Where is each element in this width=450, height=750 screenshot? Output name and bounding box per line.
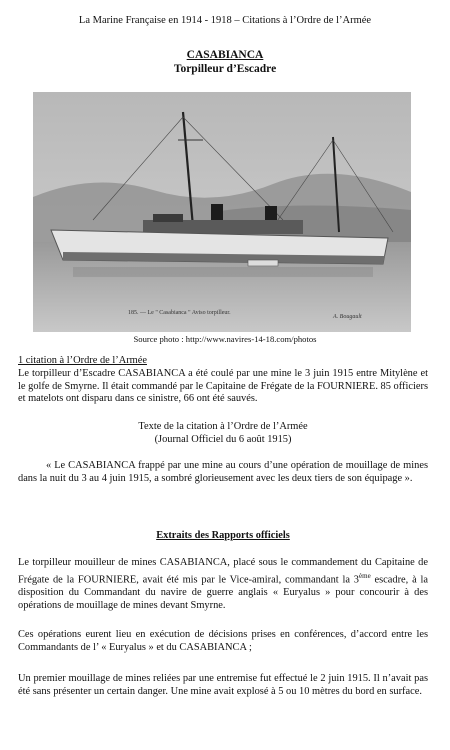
- ship-photo: [33, 92, 411, 332]
- ship-title-block: [0, 48, 450, 76]
- citation-text-line2: (Journal Officiel du 6 août 1915): [154, 433, 292, 445]
- extracts-paragraph-1: [18, 557, 428, 613]
- extracts-paragraph-2: Ces opérations eurent lieu en exécution de décisions prises en conférences, d’accord entre les Commandants de l’ « Euryalus » et du CASABIANCA ;: [18, 629, 428, 653]
- extracts-p1-sup: ème: [359, 571, 371, 580]
- extracts-heading: Extraits des Rapports officiels: [156, 530, 290, 541]
- citation-text-line1: Texte de la citation à l’Ordre de l’Armée: [138, 421, 308, 432]
- citation-heading: 1 citation à l’Ordre de l’Armée: [18, 355, 147, 366]
- ship-photo-image: [33, 92, 411, 332]
- citation-summary: Le torpilleur d’Escadre CASABIANCA a été coulé par une mine le 3 juin 1915 entre Mitylène et le golfe de Smyrne. Il était commandé par le Capitaine de Frégate de la FOURNIERE. 85 officiers et matelots ont disparu dans ce sinistre, 66 ont été sauvés.: [18, 367, 428, 405]
- ship-type: Torpilleur d’Escadre: [173, 63, 277, 75]
- extracts-p1-before: Le torpilleur mouilleur de mines CASABIANCA, placé sous le commandement du Capitaine de Frégate de la FOURNIERE, avait été mis par le Vice-amiral, commandant la 3: [18, 557, 428, 586]
- extracts-heading-wrap: [18, 530, 428, 543]
- photo-source: Source photo : http://www.navires-14-18.com/photos: [133, 334, 317, 344]
- extracts-paragraph-3: Un premier mouillage de mines reliées par une entremise fut effectué le 2 juin 1915. Il n’avait pas été sans présenter un certain danger. Une mine avait explosé à 5 ou 10 mètres du bord en surface.: [18, 673, 428, 697]
- extracts-p1-after: escadre, à la disposition du Commandant du navire de guerre anglais « Euryalus » pour concourir à des opérations de mouillage de mines devant Smyrne.: [18, 574, 428, 611]
- citation-section: [18, 355, 428, 406]
- photo-signature: A. Bougault: [333, 314, 362, 320]
- photo-print-caption: 185. — Le " Casabianca " Aviso torpilleur.: [128, 310, 231, 316]
- citation-quote: « Le CASABIANCA frappé par une mine au cours d’une opération de mouillage de mines dans la nuit du 3 au 4 juin 1915, a sombré glorieusement avec les deux tiers de son équipage ».: [18, 460, 428, 484]
- ship-name: CASABIANCA: [186, 49, 264, 61]
- document-header: La Marine Française en 1914 - 1918 – Citations à l’Ordre de l’Armée: [78, 15, 372, 26]
- citation-text-title: [18, 421, 428, 447]
